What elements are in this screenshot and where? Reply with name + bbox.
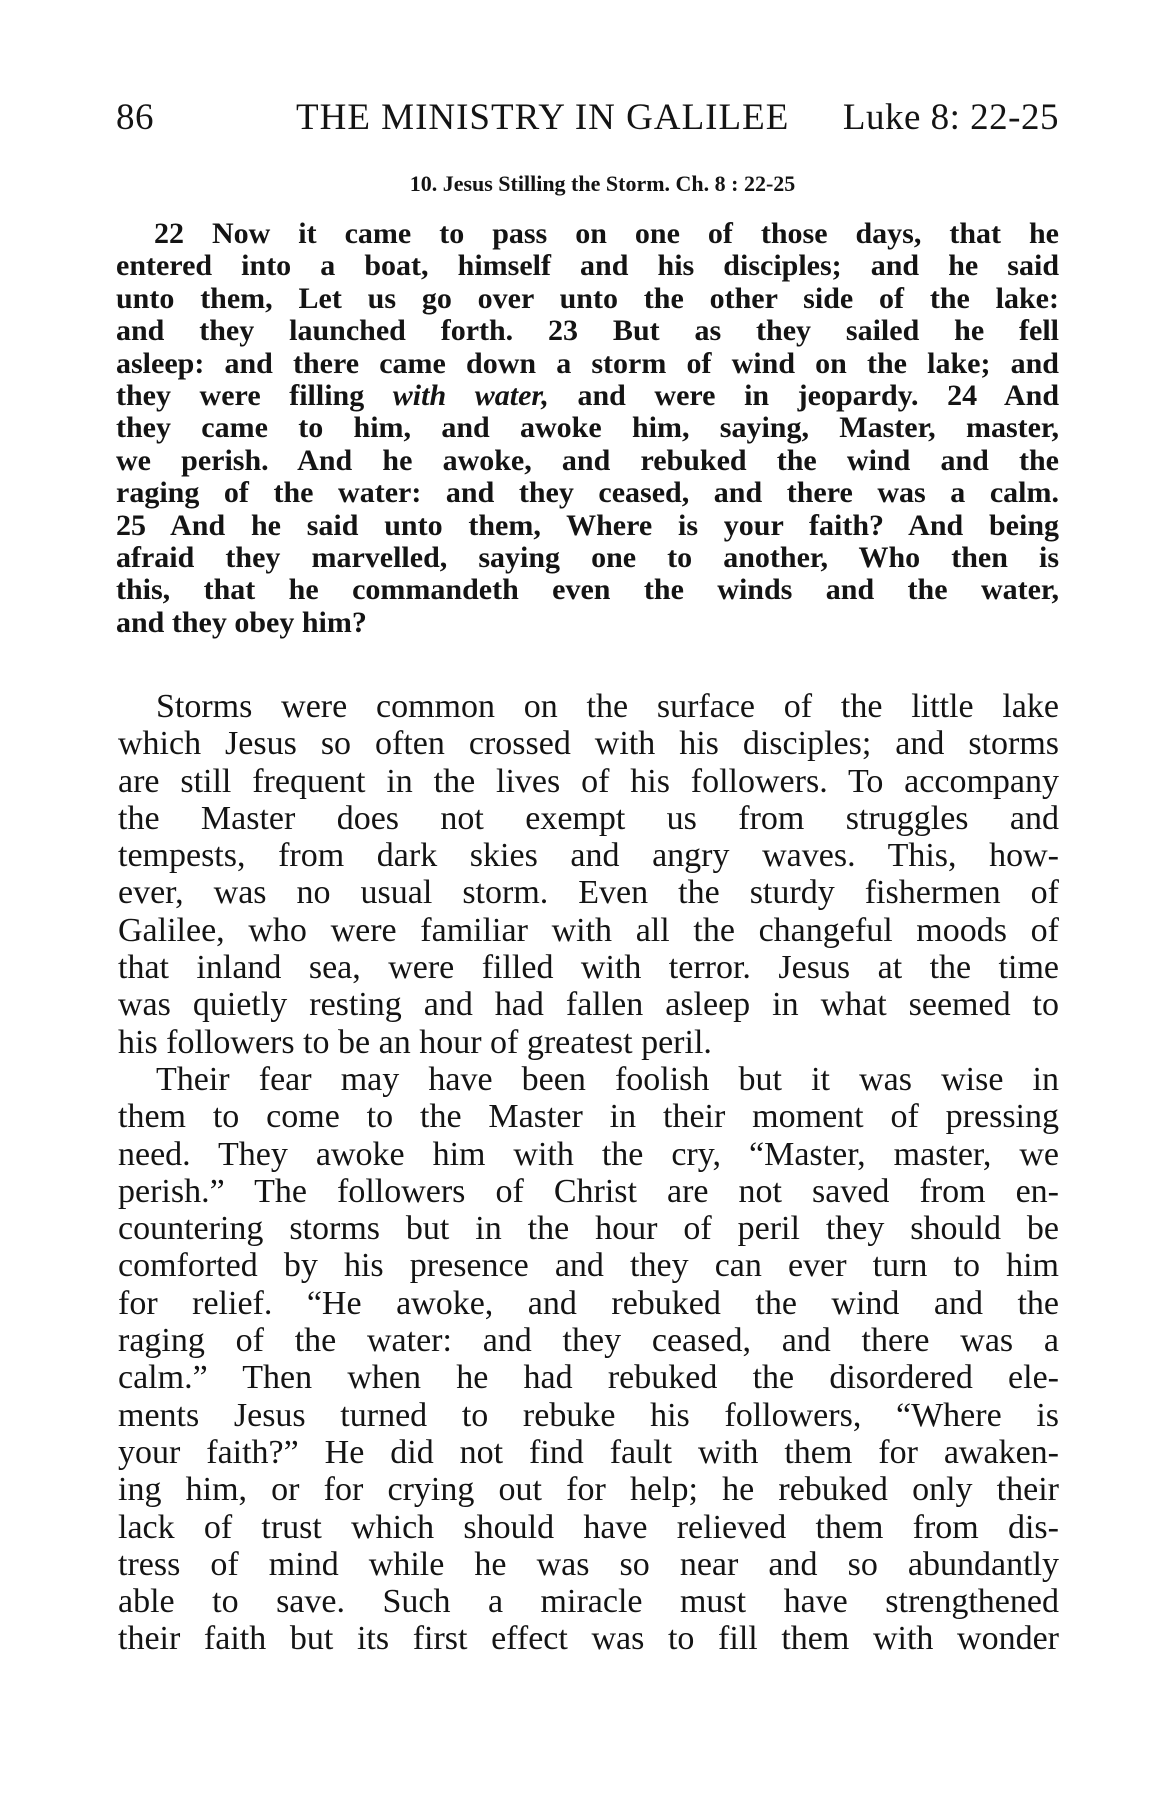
- commentary-line: that inland sea, were filled with terror. Jesus at the time: [118, 949, 1059, 987]
- scripture-line: and they obey him?: [116, 605, 367, 639]
- commentary-line: comforted by his presence and they can ever turn to him: [118, 1247, 1059, 1285]
- scripture-passage: [116, 218, 1059, 639]
- scripture-line: unto them, Let us go over unto the other side of the lake:: [116, 281, 1059, 315]
- commentary-line: was quietly resting and had fallen asleep in what seemed to: [118, 986, 1059, 1024]
- commentary-line: raging of the water: and they ceased, and there was a: [118, 1322, 1059, 1360]
- scripture-line: 22 Now it came to pass on one of those days, that he: [154, 217, 1059, 250]
- commentary-line: your faith?” He did not find fault with them for awaken-: [118, 1433, 1059, 1471]
- scripture-line: 25 And he said unto them, Where is your faith? And being: [116, 508, 1059, 542]
- commentary-line: calm.” Then when he had rebuked the disordered ele-: [118, 1359, 1059, 1397]
- commentary-line: able to save. Such a miracle must have strengthened: [118, 1583, 1059, 1621]
- italic-phrase: with water,: [392, 378, 549, 412]
- scripture-line: raging of the water: and they ceased, and there was a calm.: [116, 476, 1059, 510]
- commentary-line: Storms were common on the surface of the little lake: [156, 688, 1059, 725]
- scripture-line: and they launched forth. 23 But as they sailed he fell: [116, 314, 1059, 348]
- scripture-line: entered into a boat, himself and his disciples; and he said: [116, 249, 1059, 283]
- commentary-line: tress of mind while he was so near and so abundantly: [118, 1545, 1059, 1583]
- section-heading: 10. Jesus Stilling the Storm. Ch. 8 : 22-25: [409, 171, 796, 196]
- commentary-line: his followers to be an hour of greatest peril.: [118, 1023, 712, 1061]
- scripture-line: this, that he commandeth even the winds and the water,: [116, 573, 1059, 607]
- commentary-line: Their fear may have been foolish but it was wise in: [156, 1060, 1059, 1098]
- commentary-line: tempests, from dark skies and angry waves. This, how-: [118, 837, 1059, 875]
- scripture-reference: Luke 8: 22-25: [842, 97, 1059, 138]
- commentary-line: Galilee, who were familiar with all the changeful moods of: [118, 911, 1059, 949]
- commentary-line: them to come to the Master in their moment of pressing: [118, 1098, 1059, 1136]
- commentary-line: for relief. “He awoke, and rebuked the wind and the: [118, 1284, 1059, 1322]
- scripture-fragment: and were in jeopardy. 24 And: [548, 378, 1060, 412]
- commentary-line: perish.” The followers of Christ are not saved from en-: [118, 1172, 1059, 1210]
- commentary-line: which Jesus so often crossed with his disciples; and storms: [118, 725, 1059, 763]
- commentary-line: ever, was no usual storm. Even the sturdy fishermen of: [118, 874, 1059, 912]
- scripture-line: we perish. And he awoke, and rebuked the wind and the: [116, 443, 1059, 477]
- chapter-title: THE MINISTRY IN GALILEE: [296, 97, 790, 138]
- commentary-line: are still frequent in the lives of his followers. To accompany: [118, 762, 1059, 800]
- commentary-line: need. They awoke him with the cry, “Master, master, we: [118, 1135, 1059, 1173]
- commentary-line: lack of trust which should have relieved them from dis-: [118, 1508, 1059, 1546]
- scripture-line: [116, 380, 1059, 412]
- commentary-text: [118, 688, 1059, 1658]
- commentary-line: ments Jesus turned to rebuke his followers, “Where is: [118, 1396, 1059, 1434]
- commentary-line: their faith but its first effect was to fill them with wonder: [118, 1620, 1059, 1658]
- scripture-line: they came to him, and awoke him, saying, Master, master,: [116, 411, 1059, 445]
- commentary-line: countering storms but in the hour of peril they should be: [118, 1210, 1059, 1248]
- page-number: 86: [116, 97, 154, 138]
- commentary-line: the Master does not exempt us from struggles and: [118, 799, 1059, 837]
- commentary-line: ing him, or for crying out for help; he rebuked only their: [118, 1471, 1059, 1509]
- scripture-line: afraid they marvelled, saying one to another, Who then is: [116, 540, 1059, 574]
- scripture-fragment: they were filling: [116, 378, 393, 412]
- scripture-line: asleep: and there came down a storm of wind on the lake; and: [116, 346, 1059, 380]
